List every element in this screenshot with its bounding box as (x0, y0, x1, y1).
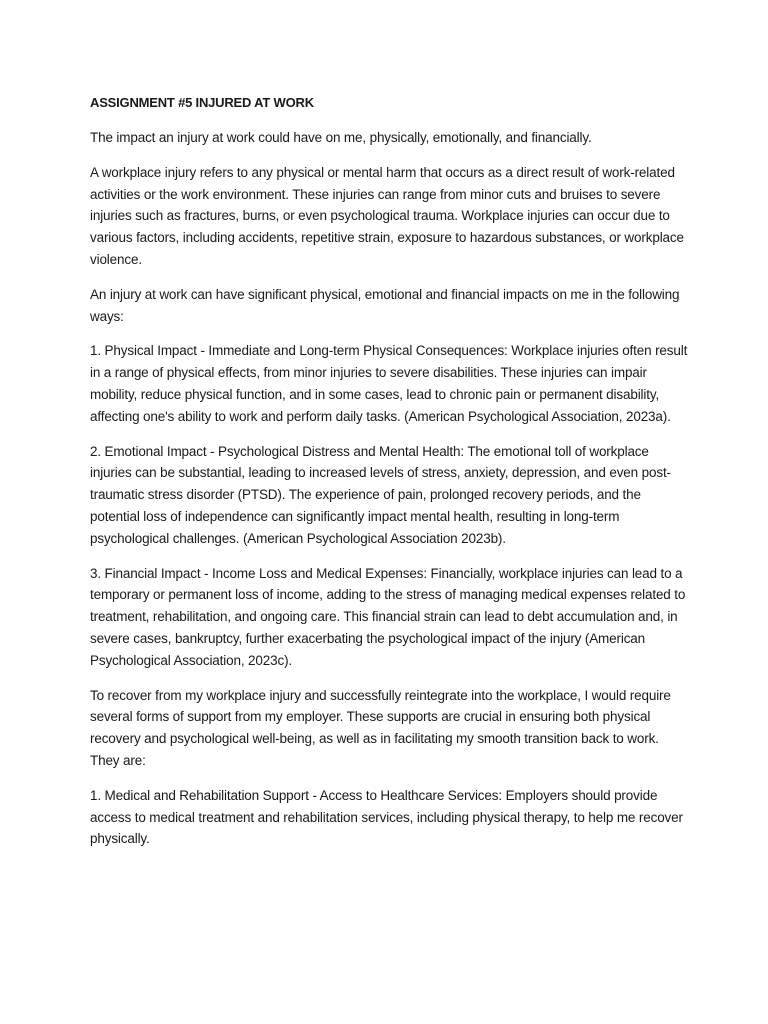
physical-impact-paragraph: 1. Physical Impact - Immediate and Long-term Physical Consequences: Workplace injuries often result in a range of physical effects, from minor injuries to severe disabilities. These injuries can impair mobility, reduce physical function, and in some cases, lead to chronic pain or permanent disability, affecting one's ability to work and perform daily tasks. (American Psychological Association, 2023a). (90, 343, 688, 424)
definition-paragraph: A workplace injury refers to any physical or mental harm that occurs as a direct result of work-related activities or the work environment. These injuries can range from minor cuts and bruises to severe injuries such as fractures, burns, or even psychological trauma. Workplace injuries can occur due to various factors, including accidents, repetitive strain, exposure to hazardous substances, or workplace violence. (90, 164, 684, 267)
intro-paragraph: The impact an injury at work could have on me, physically, emotionally, and financially. (90, 130, 592, 145)
impacts-intro-paragraph: An injury at work can have significant physical, emotional and financial impacts on me in the following ways: (90, 286, 680, 324)
emotional-impact-paragraph: 2. Emotional Impact - Psychological Distress and Mental Health: The emotional toll of workplace injuries can be substantial, leading to increased levels of stress, anxiety, depression, and even post-traumatic stress disorder (PTSD). The experience of pain, prolonged recovery periods, and the potential loss of independence can significantly impact mental health, resulting in long-term psychological challenges. (American Psychological Association 2023b). (90, 443, 671, 546)
medical-support-paragraph: 1. Medical and Rehabilitation Support - Access to Healthcare Services: Employers should provide access to medical treatment and rehabilitation services, including physical therapy, to help me recover physically. (90, 787, 683, 847)
support-intro-paragraph: To recover from my workplace injury and successfully reintegrate into the workplace, I would require several forms of support from my employer. These supports are crucial in ensuring both physical recovery and psychological well-being, as well as in facilitating my smooth transition back to work. They are: (90, 687, 671, 768)
financial-impact-paragraph: 3. Financial Impact - Income Loss and Medical Expenses: Financially, workplace injuries can lead to a temporary or permanent loss of income, adding to the stress of managing medical expenses related to treatment, rehabilitation, and ongoing care. This financial strain can lead to debt accumulation and, in severe cases, bankruptcy, further exacerbating the psychological impact of the injury (American Psychological Association, 2023c). (90, 565, 686, 668)
document-page (90, 92, 690, 863)
document-title: ASSIGNMENT #5 INJURED AT WORK (90, 95, 314, 110)
